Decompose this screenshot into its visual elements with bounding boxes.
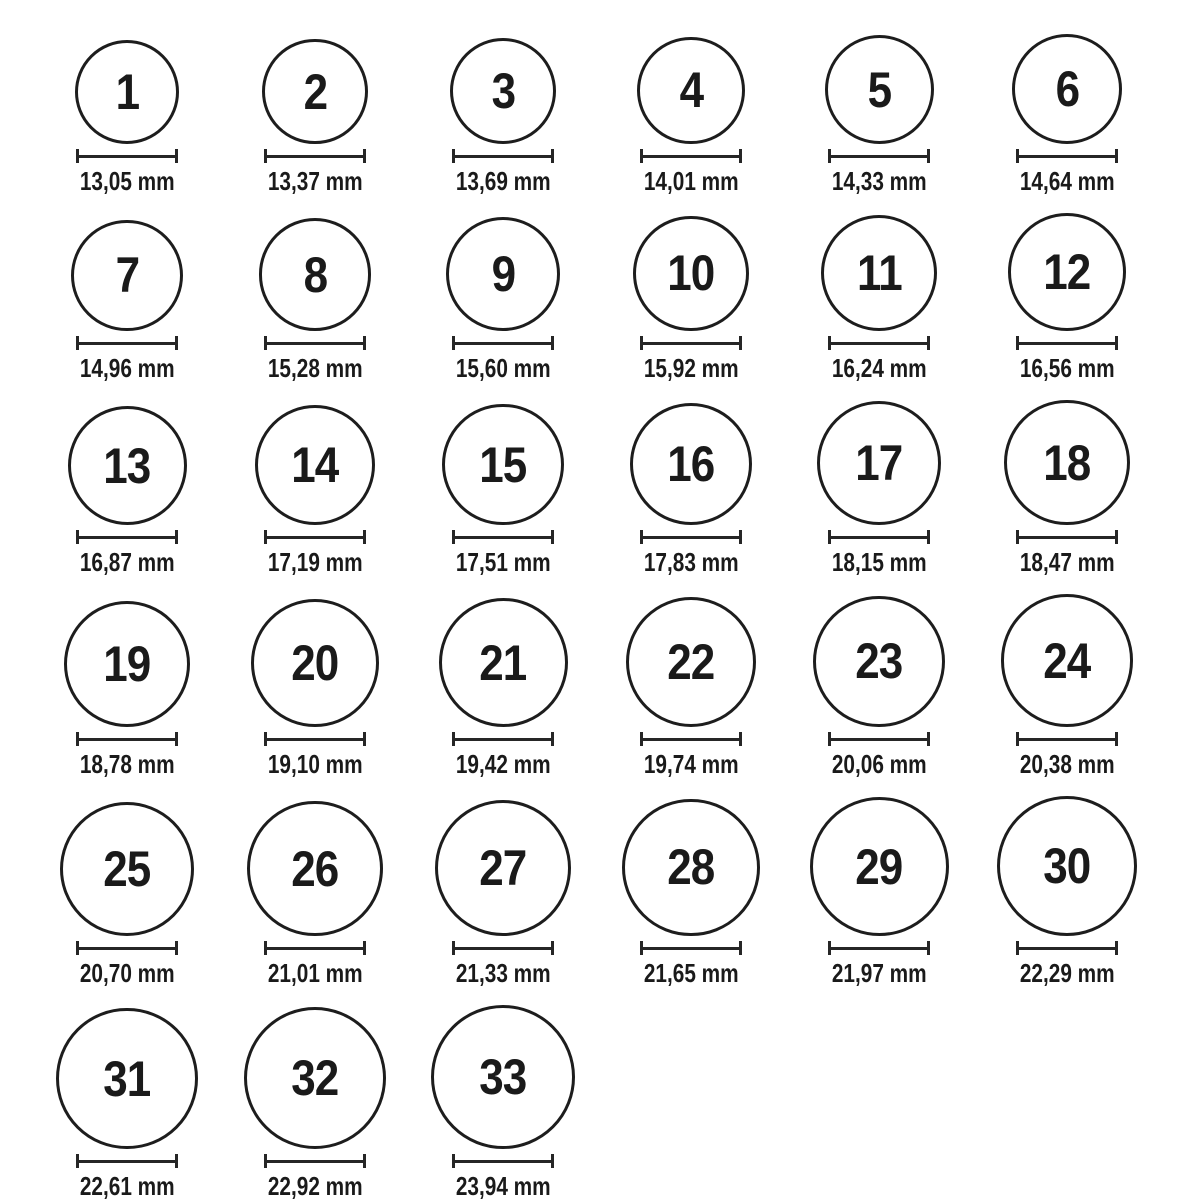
diameter-label: 15,28 mm: [267, 353, 363, 383]
diameter-measure-line: [264, 530, 366, 544]
diameter-measure-line: [452, 149, 554, 163]
measure-bar: [455, 536, 551, 539]
ring-size-cell: [409, 1005, 597, 1199]
ring-size-cell: [597, 403, 785, 576]
diameter-label: 23,94 mm: [455, 1171, 551, 1200]
diameter-label: 21,01 mm: [267, 958, 363, 989]
diameter-measure-line: [828, 336, 930, 350]
ring-size-cell: [33, 601, 221, 778]
measure-bar: [267, 342, 363, 345]
diameter-label: 20,06 mm: [831, 749, 927, 779]
diameter-measure-line: [264, 336, 366, 350]
diameter-label: 14,96 mm: [79, 353, 175, 383]
diameter-measure-line: [264, 149, 366, 163]
ring-size-cell: [33, 220, 221, 382]
ring-size-cell: [409, 217, 597, 381]
ring-size-cell: [221, 801, 409, 989]
diameter-measure-line: [828, 732, 930, 746]
diameter-label: 17,51 mm: [455, 547, 551, 578]
diameter-label: 22,61 mm: [79, 1171, 175, 1200]
ring-size-number: 22: [667, 633, 715, 690]
ring-size-number: 13: [103, 437, 151, 494]
diameter-label: 13,69 mm: [455, 166, 551, 197]
measure-bar: [643, 536, 739, 539]
ring-size-number: 24: [1043, 632, 1091, 689]
diameter-label: 14,64 mm: [1019, 166, 1115, 197]
measure-bar: [79, 342, 175, 345]
ring-size-number: 29: [855, 838, 903, 895]
diameter-measure-line: [1016, 530, 1118, 544]
ring-size-number: 8: [303, 246, 327, 303]
diameter-measure-line: [640, 941, 742, 955]
ring-size-number: 17: [855, 435, 903, 492]
ring-size-cell: [597, 216, 785, 381]
diameter-measure-line: [452, 336, 554, 350]
diameter-label: 13,05 mm: [79, 166, 175, 197]
diameter-label: 16,56 mm: [1019, 353, 1115, 383]
diameter-label: 18,78 mm: [79, 749, 175, 779]
diameter-label: 21,33 mm: [455, 958, 551, 989]
diameter-label: 14,33 mm: [831, 166, 927, 197]
ring-circle: [1008, 213, 1126, 331]
ring-size-number: 20: [291, 635, 339, 692]
diameter-measure-line: [1016, 732, 1118, 746]
ring-circle: [244, 1007, 387, 1150]
ring-circle: [626, 597, 756, 727]
diameter-measure-line: [640, 530, 742, 544]
diameter-measure-line: [828, 149, 930, 163]
ring-size-cell: [409, 404, 597, 576]
ring-circle: [1001, 594, 1134, 727]
ring-size-cell: [221, 218, 409, 381]
ring-size-cell: [785, 215, 973, 382]
ring-size-cell: [597, 37, 785, 195]
measure-bar: [79, 1160, 175, 1163]
measure-bar: [79, 947, 175, 950]
measure-bar: [267, 947, 363, 950]
ring-circle: [810, 797, 949, 936]
ring-circle: [637, 37, 745, 145]
measure-bar: [79, 536, 175, 539]
measure-bar: [1019, 738, 1115, 741]
ring-size-number: 2: [303, 63, 327, 120]
measure-bar: [831, 947, 927, 950]
ring-size-cell: [221, 39, 409, 197]
ring-size-number: 28: [667, 839, 715, 896]
measure-bar: [831, 536, 927, 539]
ring-circle: [439, 598, 568, 727]
ring-size-number: 3: [491, 63, 515, 119]
ring-circle: [71, 220, 183, 332]
diameter-measure-line: [640, 732, 742, 746]
ring-size-cell: [33, 1008, 221, 1200]
diameter-label: 21,97 mm: [831, 958, 927, 989]
diameter-measure-line: [452, 732, 554, 746]
measure-bar: [267, 1160, 363, 1163]
ring-circle: [633, 216, 748, 331]
measure-bar: [831, 738, 927, 741]
ring-size-cell: [973, 213, 1161, 381]
ring-circle: [1012, 34, 1122, 144]
diameter-label: 16,24 mm: [831, 353, 927, 383]
diameter-measure-line: [1016, 941, 1118, 955]
ring-size-number: 12: [1043, 244, 1091, 301]
measure-bar: [455, 947, 551, 950]
ring-size-cell: [33, 802, 221, 989]
measure-bar: [455, 738, 551, 741]
diameter-label: 19,42 mm: [455, 749, 551, 779]
ring-circle: [68, 406, 187, 525]
measure-bar: [1019, 342, 1115, 345]
ring-circle: [435, 800, 572, 937]
ring-size-number: 26: [291, 840, 339, 897]
measure-bar: [267, 738, 363, 741]
diameter-measure-line: [452, 530, 554, 544]
ring-size-number: 6: [1055, 61, 1079, 118]
diameter-label: 22,92 mm: [267, 1171, 363, 1200]
ring-circle: [247, 801, 382, 936]
measure-bar: [267, 536, 363, 539]
diameter-measure-line: [828, 530, 930, 544]
ring-size-number: 25: [103, 841, 151, 898]
diameter-measure-line: [76, 336, 178, 350]
ring-size-number: 5: [867, 61, 891, 118]
measure-bar: [831, 342, 927, 345]
diameter-measure-line: [76, 149, 178, 163]
ring-size-number: 7: [115, 247, 139, 304]
ring-circle: [431, 1005, 575, 1149]
ring-circle: [997, 796, 1137, 936]
ring-size-cell: [409, 800, 597, 987]
measure-bar: [831, 155, 927, 158]
diameter-measure-line: [76, 732, 178, 746]
ring-circle: [60, 802, 194, 936]
ring-size-cell: [785, 401, 973, 578]
ring-circle: [262, 39, 367, 144]
ring-circle: [813, 596, 945, 728]
ring-size-number: 21: [479, 634, 527, 691]
measure-bar: [643, 155, 739, 158]
diameter-label: 19,74 mm: [643, 749, 739, 779]
ring-size-cell: [785, 35, 973, 197]
diameter-label: 22,29 mm: [1019, 958, 1115, 989]
diameter-measure-line: [76, 530, 178, 544]
diameter-label: 17,83 mm: [643, 547, 739, 578]
diameter-measure-line: [1016, 336, 1118, 350]
ring-size-cell: [973, 34, 1161, 197]
ring-size-cell: [409, 38, 597, 195]
ring-size-cell: [409, 598, 597, 777]
ring-size-cell: [33, 40, 221, 197]
ring-size-cell: [973, 594, 1161, 777]
measure-bar: [455, 155, 551, 158]
ring-size-number: 31: [103, 1050, 151, 1107]
ring-size-cell: [785, 596, 973, 778]
ring-size-cell: [597, 799, 785, 987]
ring-circle: [56, 1008, 198, 1150]
diameter-label: 21,65 mm: [643, 958, 739, 989]
ring-circle: [821, 215, 938, 332]
diameter-label: 13,37 mm: [267, 166, 363, 197]
diameter-label: 15,60 mm: [455, 353, 551, 383]
diameter-measure-line: [76, 1154, 178, 1168]
diameter-measure-line: [452, 1154, 554, 1168]
measure-bar: [1019, 155, 1115, 158]
measure-bar: [643, 947, 739, 950]
ring-size-number: 30: [1043, 838, 1091, 895]
diameter-measure-line: [1016, 149, 1118, 163]
diameter-label: 18,47 mm: [1019, 547, 1115, 578]
diameter-label: 17,19 mm: [267, 547, 363, 578]
ring-size-cell: [221, 1007, 409, 1200]
diameter-label: 16,87 mm: [79, 547, 175, 578]
measure-bar: [79, 738, 175, 741]
diameter-measure-line: [640, 336, 742, 350]
ring-circle: [259, 218, 372, 331]
ring-size-number: 32: [291, 1049, 339, 1106]
ring-size-number: 19: [103, 635, 151, 692]
ring-circle: [817, 401, 941, 525]
diameter-label: 20,70 mm: [79, 958, 175, 989]
ring-size-cell: [597, 597, 785, 777]
diameter-label: 14,01 mm: [643, 166, 739, 197]
measure-bar: [455, 342, 551, 345]
ring-circle: [75, 40, 179, 144]
ring-size-number: 4: [679, 62, 703, 119]
ring-size-cell: [973, 796, 1161, 989]
diameter-label: 18,15 mm: [831, 547, 927, 578]
ring-size-number: 9: [491, 246, 515, 302]
ring-size-cell: [33, 406, 221, 578]
ring-circle: [442, 404, 564, 526]
diameter-label: 15,92 mm: [643, 353, 739, 383]
ring-circle: [630, 403, 753, 526]
ring-size-cell: [221, 599, 409, 777]
measure-bar: [1019, 536, 1115, 539]
diameter-measure-line: [640, 149, 742, 163]
measure-bar: [643, 738, 739, 741]
ring-size-number: 33: [479, 1049, 527, 1106]
ring-size-number: 16: [667, 435, 715, 492]
ring-circle: [251, 599, 379, 727]
diameter-measure-line: [828, 941, 930, 955]
ring-circle: [450, 38, 557, 145]
ring-size-cell: [221, 405, 409, 578]
ring-size-number: 10: [667, 245, 715, 302]
ring-circle: [446, 217, 560, 331]
diameter-measure-line: [264, 1154, 366, 1168]
diameter-measure-line: [452, 941, 554, 955]
measure-bar: [643, 342, 739, 345]
ring-size-number: 15: [479, 436, 527, 493]
ring-size-number: 27: [479, 840, 527, 896]
diameter-measure-line: [264, 941, 366, 955]
ring-circle: [255, 405, 375, 525]
ring-size-number: 14: [291, 437, 339, 494]
ring-size-number: 18: [1043, 434, 1091, 491]
measure-bar: [79, 155, 175, 158]
ring-size-number: 23: [855, 633, 903, 690]
measure-bar: [267, 155, 363, 158]
diameter-label: 20,38 mm: [1019, 749, 1115, 779]
diameter-measure-line: [76, 941, 178, 955]
diameter-measure-line: [264, 732, 366, 746]
ring-size-number: 11: [856, 244, 902, 301]
ring-circle: [825, 35, 934, 144]
ring-circle: [64, 601, 191, 728]
ring-size-cell: [785, 797, 973, 989]
diameter-label: 19,10 mm: [267, 749, 363, 779]
ring-circle: [1004, 400, 1129, 525]
ring-size-cell: [973, 400, 1161, 578]
ring-size-number: 1: [115, 64, 139, 121]
measure-bar: [455, 1160, 551, 1163]
measure-bar: [1019, 947, 1115, 950]
ring-circle: [622, 799, 760, 937]
